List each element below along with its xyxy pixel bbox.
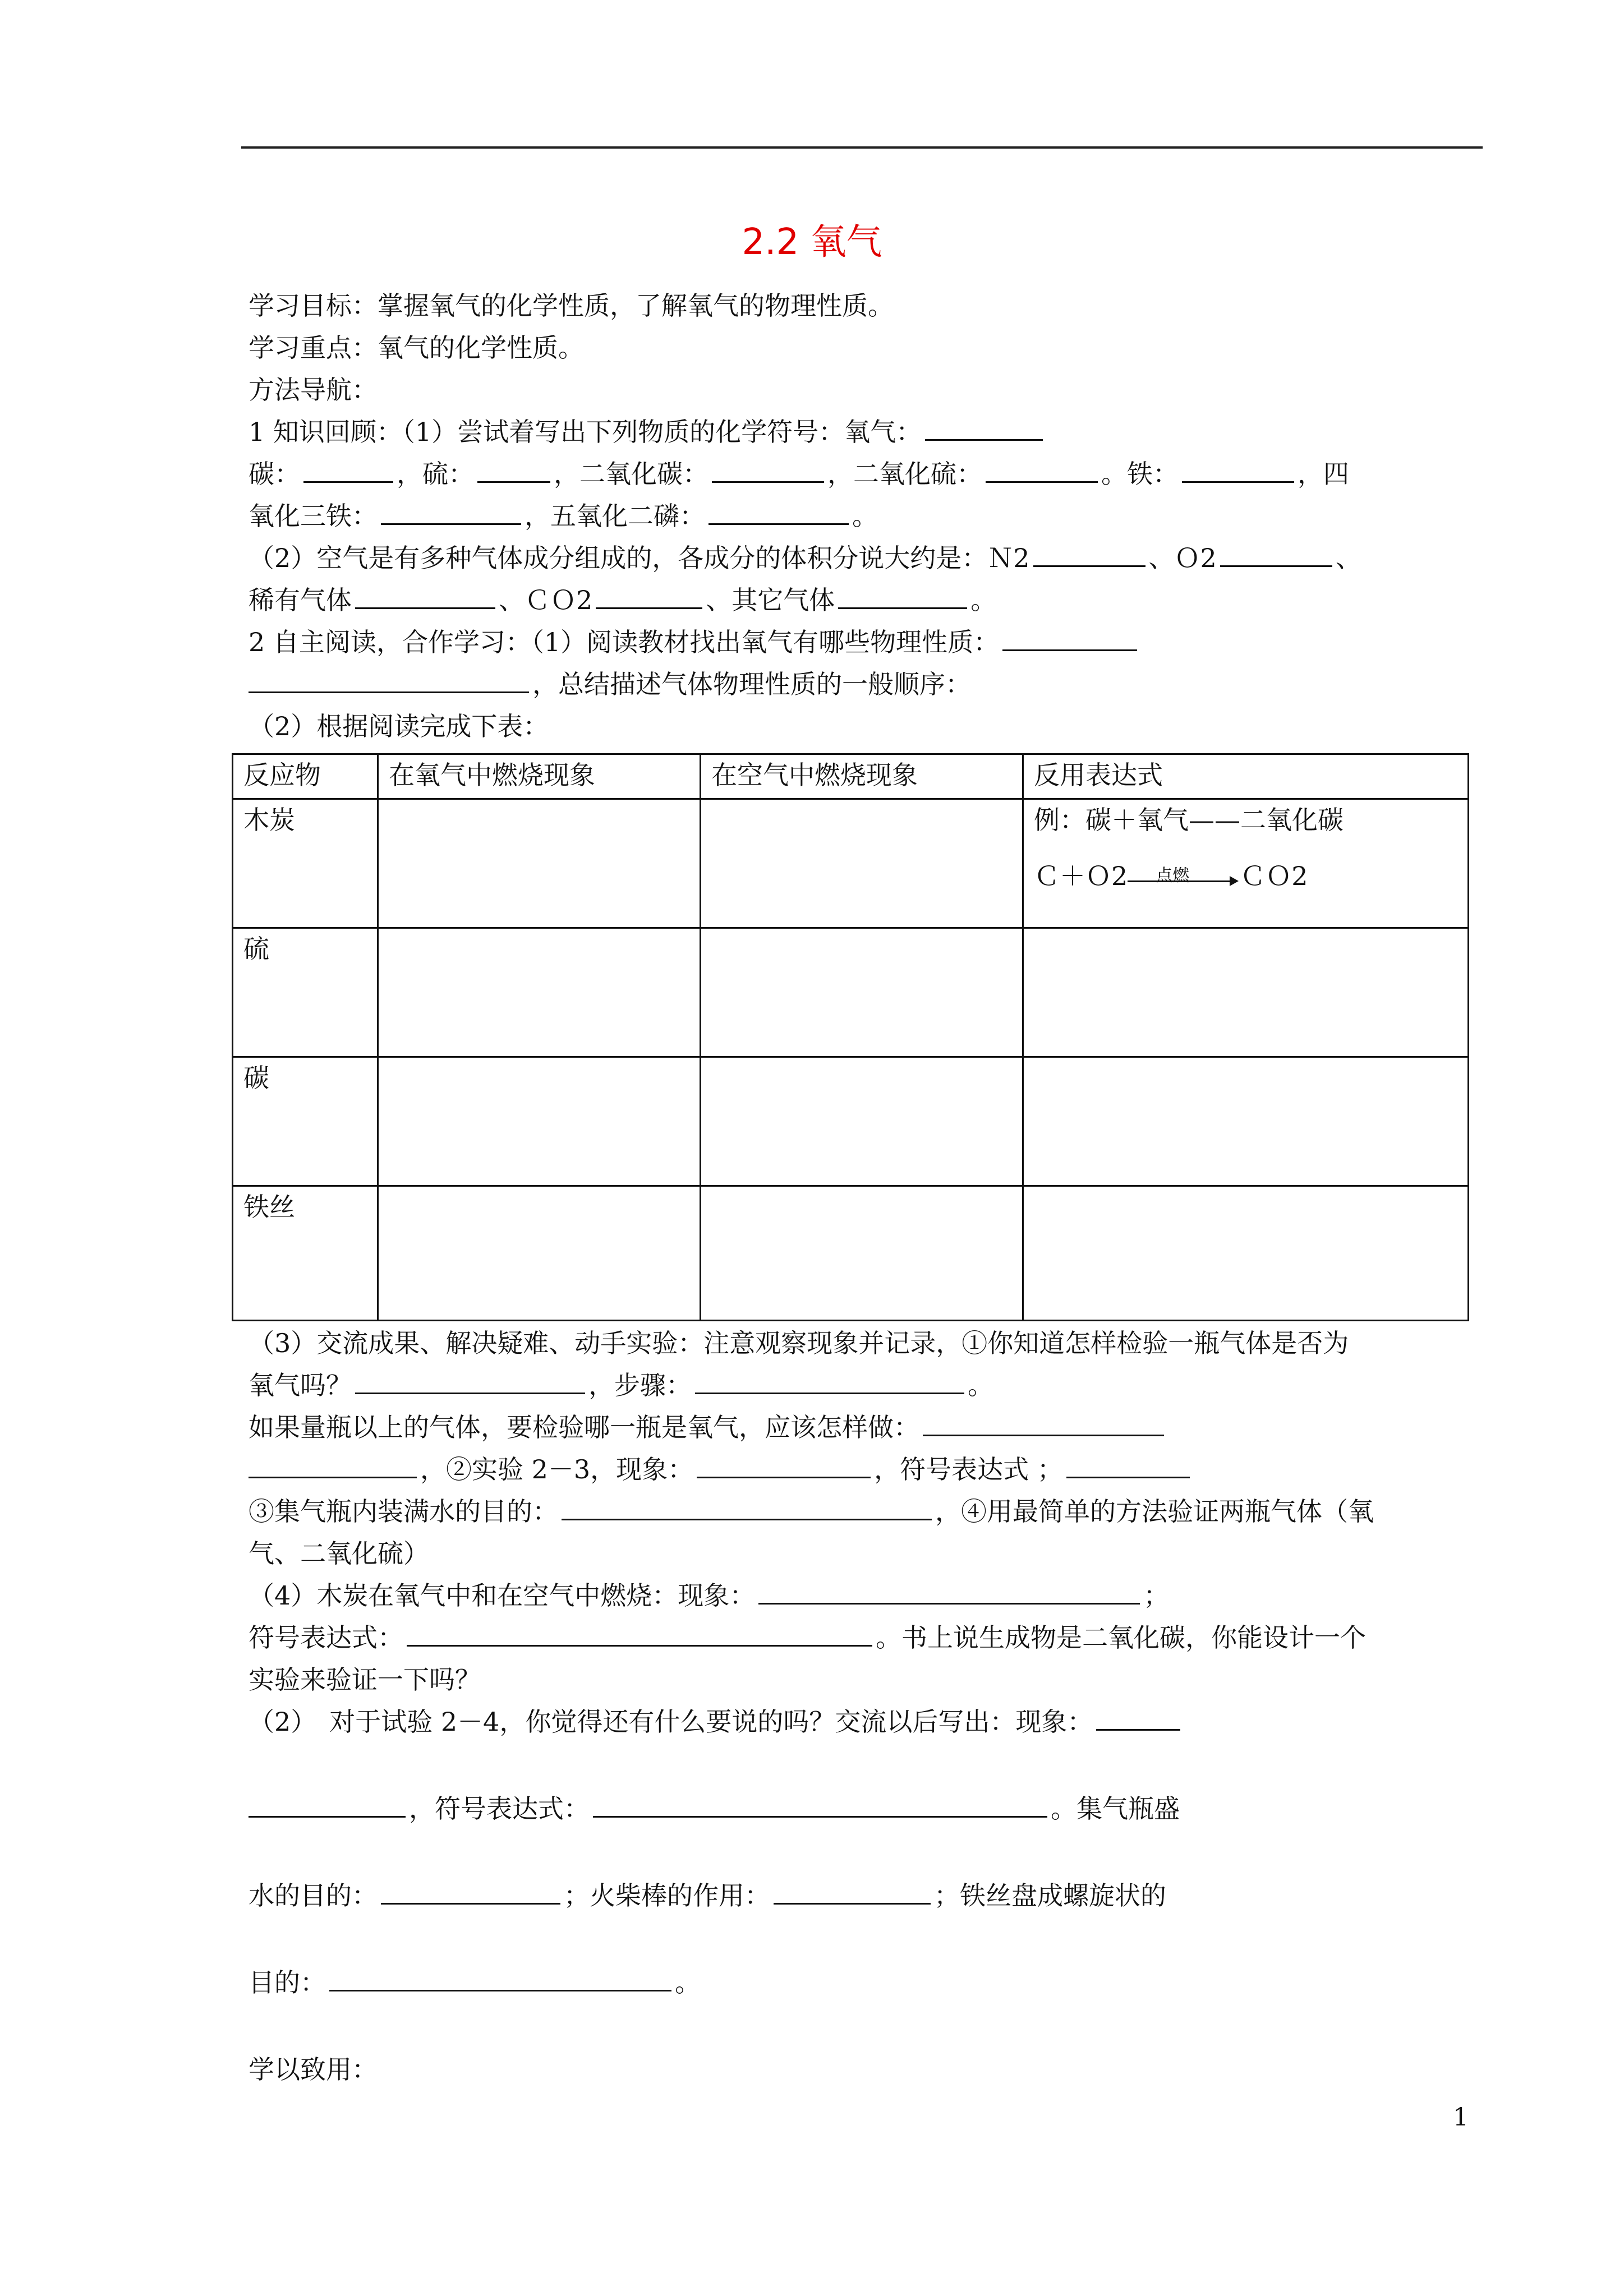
header-in-air: 在空气中燃烧现象 — [701, 754, 1023, 799]
example-symbol-equation — [1034, 859, 1457, 893]
answer-cell[interactable] — [378, 799, 701, 928]
experiment-2-3-label: ，②实验 2－3，现象： — [420, 1454, 694, 1484]
answer-cell[interactable] — [378, 928, 701, 1057]
answer-blank[interactable] — [381, 501, 521, 525]
table-row — [233, 1186, 1469, 1321]
reading-prompt-2: ，总结描述气体物理性质的一般顺序： — [532, 669, 971, 699]
page-number: 1 — [1453, 2103, 1469, 2132]
iron-wire-line-4 — [249, 1966, 701, 1999]
reaction-table — [232, 753, 1469, 1321]
text-fragment: 。 — [970, 585, 997, 615]
answer-blank[interactable] — [562, 1496, 932, 1520]
answer-blank[interactable] — [925, 417, 1043, 441]
answer-blank[interactable] — [709, 501, 849, 525]
example-word-equation: 例：碳＋氧气——二氧化碳 — [1034, 805, 1344, 835]
symbol-expression-label: 符号表达式： — [249, 1622, 403, 1653]
charcoal-line-1 — [249, 1579, 1169, 1612]
o2-label: 、Ｏ2 — [1148, 543, 1217, 573]
answer-blank[interactable] — [355, 585, 495, 609]
carbon-label: 碳： — [249, 459, 300, 489]
text-fragment: ，四 — [1298, 459, 1349, 489]
answer-cell[interactable] — [1023, 1057, 1469, 1186]
noble-gas-label: 稀有气体 — [249, 585, 352, 615]
text-fragment: ； — [1143, 1580, 1170, 1611]
text-fragment: 。 — [968, 1370, 993, 1400]
charcoal-prompt: （4）木炭在氧气中和在空气中燃烧：现象： — [249, 1580, 756, 1611]
example-cell — [1023, 799, 1469, 928]
apply-section-heading: 学以致用： — [249, 2054, 378, 2085]
reactant-cell: 铁丝 — [233, 1186, 378, 1321]
header-in-oxygen: 在氧气中燃烧现象 — [378, 754, 701, 799]
water-purpose-label: 水的目的： — [249, 1880, 378, 1911]
review-line-4 — [249, 541, 1361, 575]
header-reactant: 反应物 — [233, 754, 378, 799]
answer-blank[interactable] — [593, 1794, 1047, 1818]
answer-cell[interactable] — [701, 1186, 1023, 1321]
answer-blank[interactable] — [249, 1794, 406, 1818]
experiment-line-1: （3）交流成果、解决疑难、动手实验：注意观察现象并记录，①你知道怎样检验一瓶气体是否为 — [249, 1328, 1349, 1358]
design-experiment-prompt: 。书上说生成物是二氧化碳，你能设计一个 — [876, 1622, 1366, 1653]
answer-blank[interactable] — [758, 1580, 1140, 1605]
experiment-line-5 — [249, 1495, 1374, 1528]
fe3o4-label: 氧化三铁： — [249, 501, 378, 531]
reading-prompt: 2 自主阅读，合作学习：（1）阅读教材找出氧气有哪些物理性质： — [249, 627, 1000, 657]
page-title: 2.2 氧气 — [742, 222, 882, 263]
answer-blank[interactable] — [303, 459, 393, 483]
other-gas-label: 、其它气体 — [706, 585, 835, 615]
answer-blank[interactable] — [838, 585, 967, 609]
answer-cell[interactable] — [701, 799, 1023, 928]
reactant-cell: 碳 — [233, 1057, 378, 1186]
review-line-3 — [249, 499, 878, 533]
experiment-line-6: 气、二氧化硫） — [249, 1538, 429, 1569]
iron-label: 。铁： — [1101, 459, 1179, 489]
answer-blank[interactable] — [407, 1622, 872, 1647]
table-row — [233, 1057, 1469, 1186]
answer-cell[interactable] — [701, 1057, 1023, 1186]
match-purpose-label: ；火柴棒的作用： — [564, 1880, 770, 1911]
p2o5-label: ，五氧化二磷： — [525, 501, 705, 531]
answer-cell[interactable] — [701, 928, 1023, 1057]
answer-blank[interactable] — [712, 459, 824, 483]
answer-blank[interactable] — [249, 669, 529, 693]
header-rule — [241, 146, 1483, 149]
spiral-purpose-prompt: ；铁丝盘成螺旋状的 — [934, 1880, 1166, 1911]
experiment-line-4 — [249, 1453, 1193, 1486]
answer-blank[interactable] — [477, 459, 550, 483]
reaction-condition: 点燃 — [1156, 866, 1190, 886]
water-purpose-label: ③集气瓶内装满水的目的： — [249, 1496, 558, 1527]
answer-blank[interactable] — [355, 1370, 585, 1394]
table-row — [233, 928, 1469, 1057]
answer-blank[interactable] — [774, 1880, 931, 1905]
answer-blank[interactable] — [1033, 543, 1145, 567]
table-header-row — [233, 754, 1469, 799]
review-line-2 — [249, 457, 1349, 491]
answer-blank[interactable] — [1220, 543, 1332, 567]
answer-blank[interactable] — [923, 1412, 1164, 1436]
answer-cell[interactable] — [378, 1186, 701, 1321]
multi-bottle-question: 如果量瓶以上的气体，要检验哪一瓶是氧气，应该怎样做： — [249, 1412, 919, 1442]
answer-blank[interactable] — [1066, 1454, 1190, 1478]
reading-line-2 — [249, 667, 971, 701]
answer-blank[interactable] — [1096, 1707, 1180, 1731]
experiment-2-4-prompt: （2） 对于试验 2－4，你觉得还有什么要说的吗？交流以后写出：现象： — [249, 1707, 1093, 1737]
answer-cell[interactable] — [1023, 1186, 1469, 1321]
charcoal-line-2 — [249, 1621, 1366, 1654]
review-line-1 — [249, 415, 1046, 449]
answer-cell[interactable] — [1023, 928, 1469, 1057]
verify-gases-prompt: ，④用最简单的方法验证两瓶气体（氧 — [935, 1496, 1374, 1527]
sulfur-label: ，硫： — [397, 459, 474, 489]
co2-label: ，二氧化碳： — [554, 459, 709, 489]
symbol-expression-label: ，符号表达式： — [409, 1794, 590, 1824]
so2-label: ，二氧化硫： — [827, 459, 982, 489]
symbol-expression-label: ，符号表达式 ； — [874, 1454, 1063, 1484]
answer-blank[interactable] — [381, 1880, 560, 1905]
air-composition-prompt: （2）空气是有多种气体成分组成的，各成分的体积分说大约是：Ｎ2 — [249, 543, 1030, 573]
reading-line-1 — [249, 625, 1140, 659]
iron-wire-line-1 — [249, 1705, 1184, 1739]
answer-blank[interactable] — [1182, 459, 1294, 483]
iron-wire-line-3 — [249, 1879, 1166, 1912]
table-instruction: （2）根据阅读完成下表： — [249, 711, 549, 741]
steps-label: ，步骤： — [588, 1370, 692, 1400]
equation-right: ＣＯ2 — [1240, 861, 1308, 891]
table-row — [233, 799, 1469, 928]
text-fragment: 。 — [852, 501, 878, 531]
answer-blank[interactable] — [697, 1454, 871, 1478]
text-fragment: 。 — [675, 1967, 701, 1998]
answer-blank[interactable] — [695, 1370, 964, 1394]
text-fragment: 、 — [1335, 543, 1361, 573]
reaction-arrow-icon — [1128, 867, 1240, 889]
charcoal-line-3: 实验来验证一下吗？ — [249, 1665, 481, 1695]
iron-wire-line-2 — [249, 1792, 1180, 1825]
reactant-cell: 硫 — [233, 928, 378, 1057]
equation-left: Ｃ＋Ｏ2 — [1034, 861, 1128, 891]
reactant-cell: 木炭 — [233, 799, 378, 928]
review-line-5 — [249, 583, 996, 617]
answer-blank[interactable] — [986, 459, 1098, 483]
text-fragment: 。集气瓶盛 — [1051, 1794, 1180, 1824]
experiment-line-2 — [249, 1368, 993, 1402]
key-point: 学习重点：氧气的化学性质。 — [249, 333, 584, 363]
answer-blank[interactable] — [596, 585, 702, 609]
review-prompt: 1 知识回顾：（1）尝试着写出下列物质的化学符号：氧气： — [249, 417, 922, 447]
answer-blank[interactable] — [329, 1967, 671, 1991]
method-guide: 方法导航： — [249, 375, 378, 405]
answer-cell[interactable] — [378, 1057, 701, 1186]
purpose-label: 目的： — [249, 1967, 326, 1998]
answer-blank[interactable] — [249, 1454, 417, 1478]
experiment-line-3 — [249, 1410, 1167, 1444]
header-expression: 反用表达式 — [1023, 754, 1469, 799]
co2-label: 、ＣＯ2 — [499, 585, 593, 615]
answer-blank[interactable] — [1002, 627, 1137, 651]
learning-goal: 学习目标：掌握氧气的化学性质，了解氧气的物理性质。 — [249, 291, 894, 321]
oxygen-question: 氧气吗？ — [249, 1370, 352, 1400]
